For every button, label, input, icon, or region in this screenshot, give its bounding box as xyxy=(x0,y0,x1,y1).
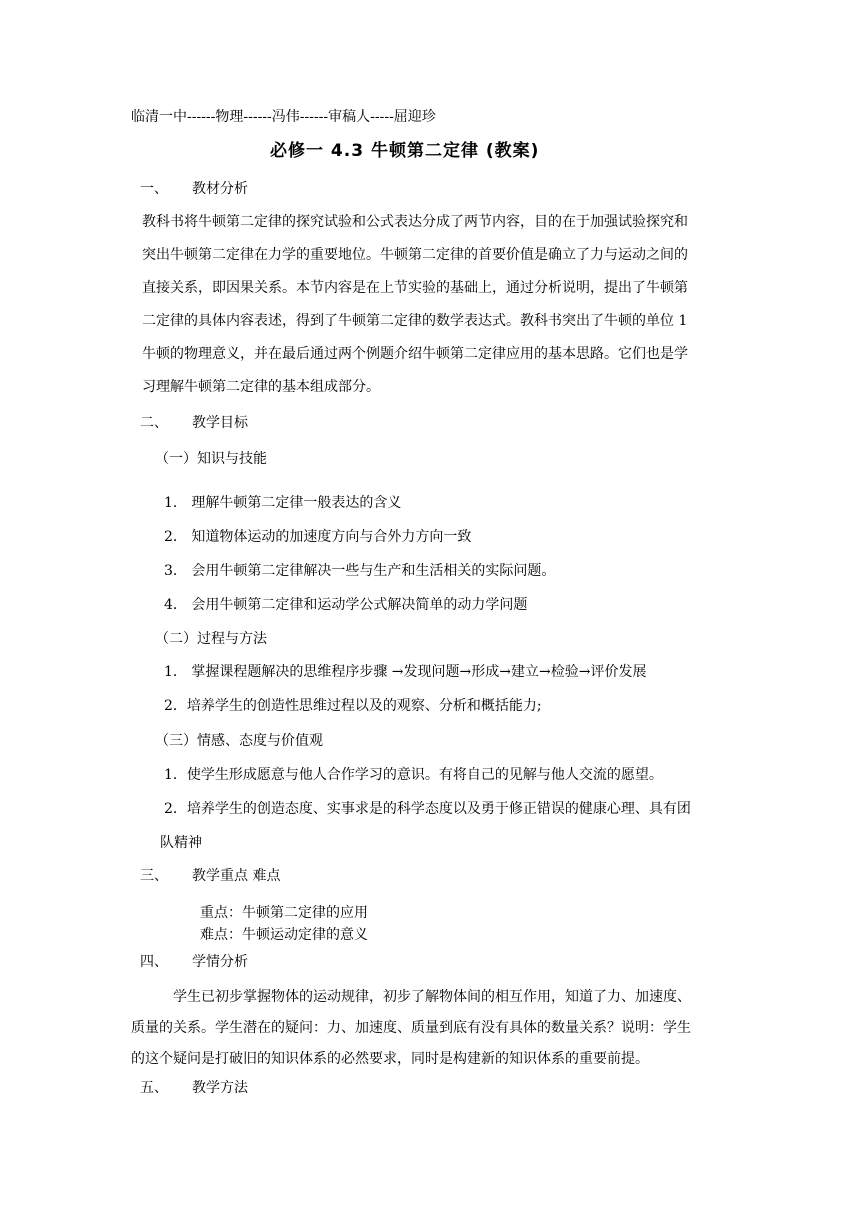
list-item: 2．培养学生的创造态度、实事求是的科学态度以及勇于修正错误的健康心理、具有团 xyxy=(164,801,691,817)
paragraph-line: 直接关系，即因果关系。本节内容是在上节实验的基础上，通过分析说明，提出了牛顿第 xyxy=(142,280,688,296)
subsection-heading: （二）过程与方法 xyxy=(155,631,267,647)
paragraph-line: 教科书将牛顿第二定律的探究试验和公式表达分成了两节内容，目的在于加强试验探究和 xyxy=(142,214,688,230)
paragraph-line: 牛顿的物理意义，并在最后通过两个例题介绍牛顿第二定律应用的基本思路。它们也是学 xyxy=(142,346,688,362)
subsection-heading: （一）知识与技能 xyxy=(155,451,267,467)
list-item: 1． 理解牛顿第二定律一般表达的含义 xyxy=(164,495,402,511)
section-heading-2 xyxy=(140,413,248,433)
paragraph-line: 学生已初步掌握物体的运动规律，初步了解物体间的相互作用，知道了力、加速度、 xyxy=(173,989,691,1005)
paragraph-line: 习理解牛顿第二定律的基本组成部分。 xyxy=(142,379,380,395)
list-item: 1． 掌握课程题解决的思维程序步骤 →发现问题→形成→建立→检验→评价发展 xyxy=(164,664,647,680)
paragraph-line: 的这个疑问是打破旧的知识体系的必然要求，同时是构建新的知识体系的重要前提。 xyxy=(131,1051,649,1067)
section-number: 五、 xyxy=(140,1080,168,1096)
section-number: 三、 xyxy=(140,868,168,884)
section-title: 学情分析 xyxy=(192,954,248,970)
key-point-line: 重点：牛顿第二定律的应用 xyxy=(200,905,368,921)
list-item: 1．使学生形成愿意与他人合作学习的意识。有将自己的见解与他人交流的愿望。 xyxy=(164,767,663,783)
list-item: 3． 会用牛顿第二定律解决一些与生产和生活相关的实际问题。 xyxy=(164,563,556,579)
section-title: 教学重点 难点 xyxy=(192,868,281,884)
section-number: 二、 xyxy=(140,415,168,431)
subsection-heading: （三）情感、态度与价值观 xyxy=(155,733,323,749)
author-header: 临清一中------物理------冯伟------审稿人-----屈迎珍 xyxy=(131,109,436,125)
document-title: 必修一 4.3 牛顿第二定律 (教案) xyxy=(270,141,540,161)
paragraph-line: 突出牛顿第二定律在力学的重要地位。牛顿第二定律的首要价值是确立了力与运动之间的 xyxy=(142,247,688,263)
section-heading-4 xyxy=(140,952,248,972)
section-heading-3 xyxy=(140,866,280,886)
paragraph-line: 二定律的具体内容表述，得到了牛顿第二定律的数学表达式。教科书突出了牛顿的单位 1 xyxy=(142,313,688,329)
section-heading-1 xyxy=(140,179,248,199)
section-title: 教学目标 xyxy=(192,415,248,431)
list-item-continuation: 队精神 xyxy=(160,835,202,851)
paragraph-line: 质量的关系。学生潜在的疑问：力、加速度、质量到底有没有具体的数量关系？说明：学生 xyxy=(131,1020,691,1036)
section-number: 四、 xyxy=(140,954,168,970)
section-title: 教材分析 xyxy=(192,181,248,197)
difficulty-line: 难点：牛顿运动定律的意义 xyxy=(200,927,368,943)
section-number: 一、 xyxy=(140,181,168,197)
list-item: 2． 知道物体运动的加速度方向与合外力方向一致 xyxy=(164,529,472,545)
list-item: 2．培养学生的创造性思维过程以及的观察、分析和概括能力; xyxy=(164,698,542,714)
section-title: 教学方法 xyxy=(192,1080,248,1096)
list-item: 4． 会用牛顿第二定律和运动学公式解决简单的动力学问题 xyxy=(164,597,528,613)
section-heading-5 xyxy=(140,1078,248,1098)
